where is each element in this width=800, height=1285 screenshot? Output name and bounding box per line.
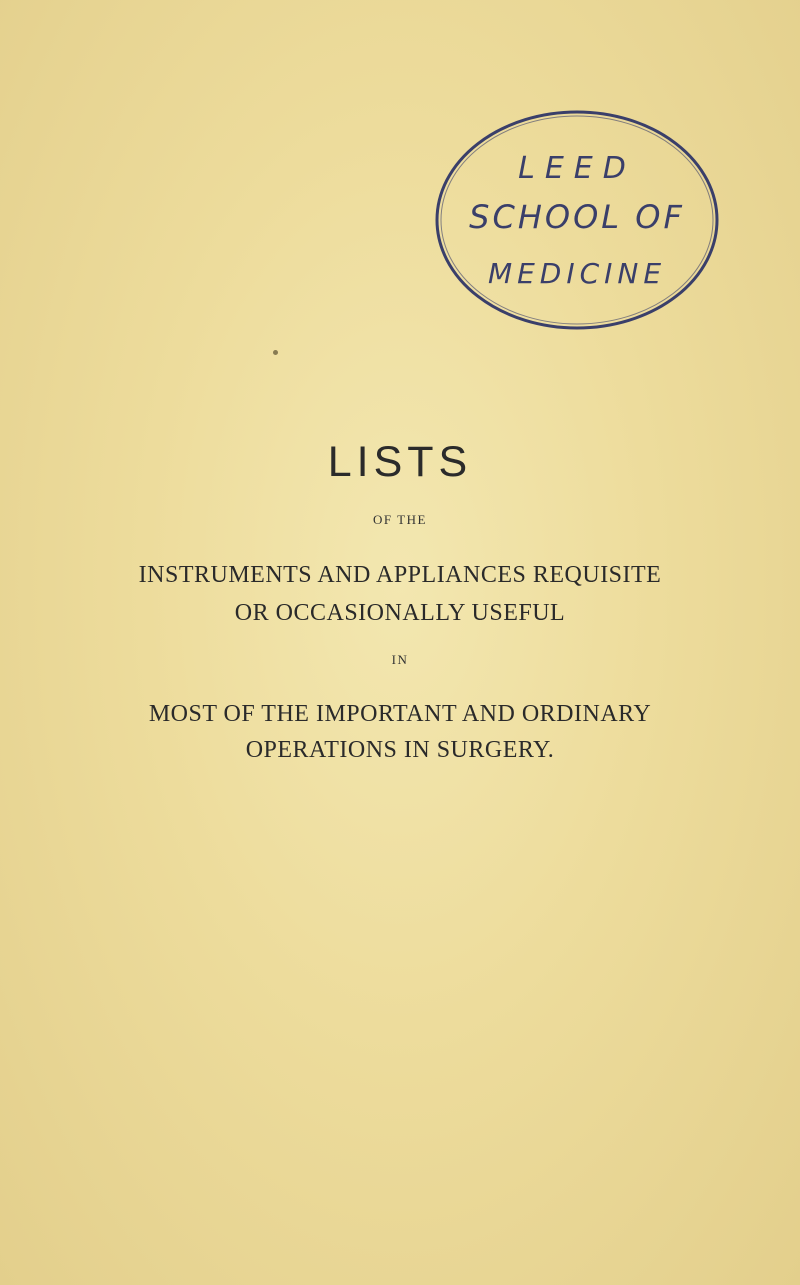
stamp-line-2: SCHOOL OF: [469, 198, 685, 236]
library-stamp: [425, 98, 730, 343]
stamp-line-3: MEDICINE: [487, 257, 667, 290]
title-line-4: OPERATIONS IN SURGERY.: [245, 737, 555, 763]
in-text: IN: [391, 652, 409, 667]
ink-speck: [273, 350, 278, 355]
title-line-2: OR OCCASIONALLY USEFUL: [234, 600, 566, 626]
title-line-3: MOST OF THE IMPORTANT AND ORDINARY: [148, 701, 652, 727]
page-title: LISTS: [327, 438, 473, 486]
stamp-graphic: [425, 98, 730, 343]
title-line-1: INSTRUMENTS AND APPLIANCES REQUISITE: [138, 562, 662, 588]
stamp-line-1: LEED: [518, 151, 636, 186]
of-the-text: OF THE: [373, 512, 427, 527]
